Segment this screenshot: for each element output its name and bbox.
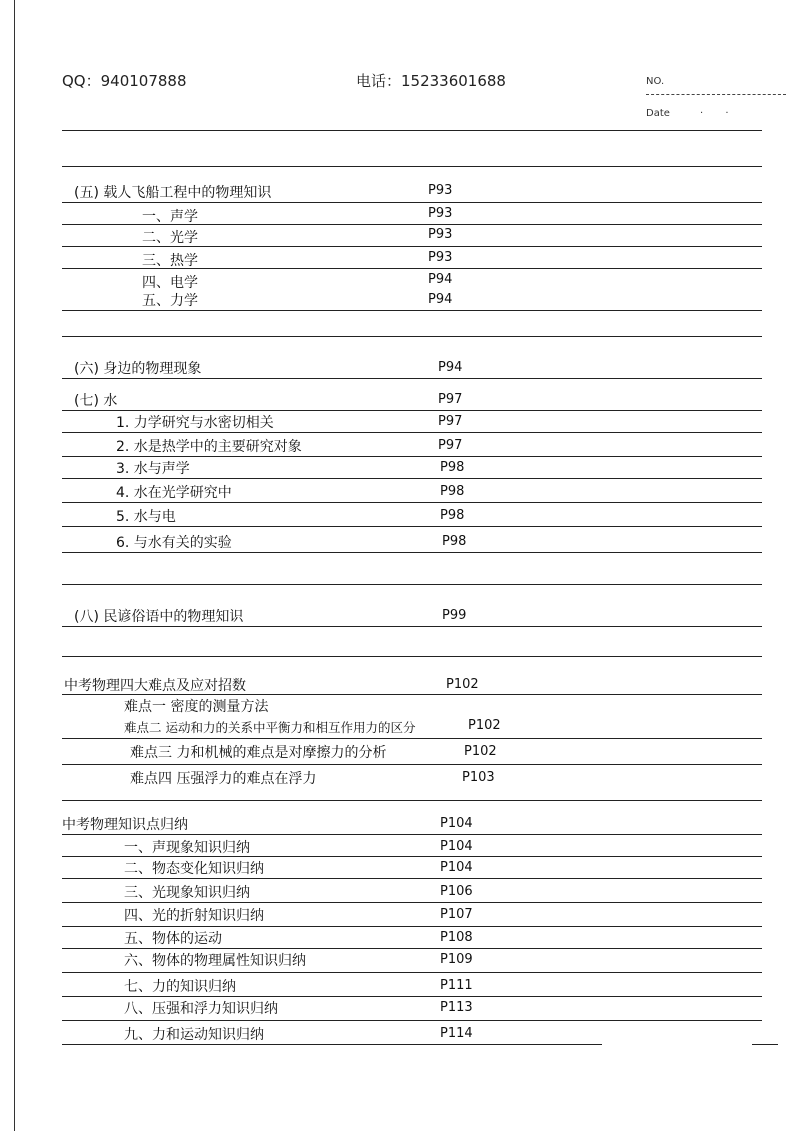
toc-entry-page: P104 (440, 839, 473, 854)
ruled-line (62, 738, 762, 739)
toc-entry-title: 五、力学 (142, 293, 198, 309)
toc-entry-title: 1. 力学研究与水密切相关 (116, 415, 274, 431)
toc-entry-title: 一、声现象知识归纳 (124, 840, 250, 856)
toc-entry-page: P106 (440, 884, 473, 899)
toc-entry-page: P104 (440, 860, 473, 875)
toc-entry-page: P109 (440, 952, 473, 967)
toc-entry-page: P99 (442, 608, 467, 623)
qq-contact: QQ：940107888 (62, 72, 187, 90)
ruled-line (62, 456, 762, 457)
toc-entry-title: 4. 水在光学研究中 (116, 485, 232, 501)
ruled-line (62, 834, 762, 835)
toc-entry-page: P98 (440, 484, 465, 499)
toc-entry-title: 三、热学 (142, 253, 198, 269)
ruled-line (62, 584, 762, 585)
ruled-line (62, 996, 762, 997)
toc-entry-page: P102 (468, 718, 501, 733)
ruled-line (62, 246, 762, 247)
ruled-line (62, 202, 762, 203)
ruled-line (62, 166, 762, 167)
toc-entry-title: 四、电学 (142, 275, 198, 291)
toc-entry-page: P108 (440, 930, 473, 945)
ruled-line (62, 764, 762, 765)
toc-entry-title: 一、声学 (142, 209, 198, 225)
toc-entry-page: P93 (428, 227, 453, 242)
toc-entry-page: P103 (462, 770, 495, 785)
toc-entry-title: 难点一 密度的测量方法 (124, 699, 269, 715)
toc-entry-title: 5. 水与电 (116, 509, 176, 525)
toc-entry-page: P97 (438, 438, 463, 453)
ruled-line (62, 800, 762, 801)
ruled-line (62, 902, 762, 903)
toc-entry-title: 六、物体的物理属性知识归纳 (124, 953, 306, 969)
toc-entry-title: 五、物体的运动 (124, 931, 222, 947)
paper-left-edge (14, 0, 15, 1131)
toc-entry-page: P114 (440, 1026, 473, 1041)
ruled-line (62, 432, 762, 433)
toc-entry-title: 难点二 运动和力的关系中平衡力和相互作用力的区分 (124, 720, 416, 735)
toc-entry-page: P98 (440, 460, 465, 475)
toc-entry-page: P102 (464, 744, 497, 759)
toc-entry-page: P102 (446, 677, 479, 692)
ruled-line (62, 1020, 762, 1021)
toc-entry-page: P93 (428, 250, 453, 265)
toc-entry-title: (五) 载人飞船工程中的物理知识 (74, 185, 272, 201)
toc-entry-title: (八) 民谚俗语中的物理知识 (74, 609, 244, 625)
toc-entry-page: P94 (438, 360, 463, 375)
toc-entry-page: P107 (440, 907, 473, 922)
toc-entry-page: P94 (428, 272, 453, 287)
toc-entry-page: P93 (428, 183, 453, 198)
toc-entry-title: 四、光的折射知识归纳 (124, 908, 264, 924)
toc-entry-title: 二、光学 (142, 230, 198, 246)
toc-entry-title: (七) 水 (74, 393, 118, 409)
ruled-line (62, 310, 762, 311)
ruled-line (62, 502, 762, 503)
toc-entry-title: 难点四 压强浮力的难点在浮力 (130, 771, 317, 787)
toc-entry-title: 3. 水与声学 (116, 461, 190, 477)
ruled-line (62, 378, 762, 379)
toc-entry-page: P104 (440, 816, 473, 831)
ruled-line (62, 478, 762, 479)
ruled-line (62, 656, 762, 657)
ruled-line (62, 972, 762, 973)
toc-entry-page: P98 (440, 508, 465, 523)
ruled-line (62, 626, 762, 627)
toc-entry-page: P97 (438, 414, 463, 429)
ruled-line-stub (752, 1044, 778, 1045)
toc-entry-page: P98 (442, 534, 467, 549)
ruled-line (62, 878, 762, 879)
ruled-line (62, 694, 762, 695)
toc-entry-title: 三、光现象知识归纳 (124, 885, 250, 901)
toc-entry-title: 中考物理四大难点及应对招数 (64, 678, 246, 694)
toc-entry-title: 七、力的知识归纳 (124, 979, 236, 995)
ruled-line (62, 926, 762, 927)
toc-entry-page: P113 (440, 1000, 473, 1015)
toc-entry-page: P94 (428, 292, 453, 307)
ruled-line (62, 948, 762, 949)
toc-entry-title: 中考物理知识点归纳 (62, 817, 188, 833)
ruled-line (62, 410, 762, 411)
date-label: Date (646, 108, 670, 119)
ruled-line (62, 856, 762, 857)
toc-entry-title: 九、力和运动知识归纳 (124, 1027, 264, 1043)
toc-entry-title: 2. 水是热学中的主要研究对象 (116, 439, 302, 455)
ruled-line (62, 336, 762, 337)
date-dots: · · (700, 108, 729, 119)
ruled-line (62, 1044, 602, 1045)
phone-contact: 电话：15233601688 (356, 72, 506, 90)
no-underline (646, 94, 786, 95)
toc-entry-title: 6. 与水有关的实验 (116, 535, 232, 551)
ruled-line (62, 224, 762, 225)
toc-entry-title: (六) 身边的物理现象 (74, 361, 202, 377)
toc-entry-title: 难点三 力和机械的难点是对摩擦力的分析 (130, 745, 387, 761)
ruled-line (62, 526, 762, 527)
toc-entry-page: P97 (438, 392, 463, 407)
no-label: NO. (646, 76, 665, 87)
toc-entry-page: P111 (440, 978, 473, 993)
ruled-line (62, 268, 762, 269)
toc-entry-title: 八、压强和浮力知识归纳 (124, 1001, 278, 1017)
toc-entry-title: 二、物态变化知识归纳 (124, 861, 264, 877)
ruled-line (62, 552, 762, 553)
header-rule (62, 130, 762, 131)
toc-entry-page: P93 (428, 206, 453, 221)
